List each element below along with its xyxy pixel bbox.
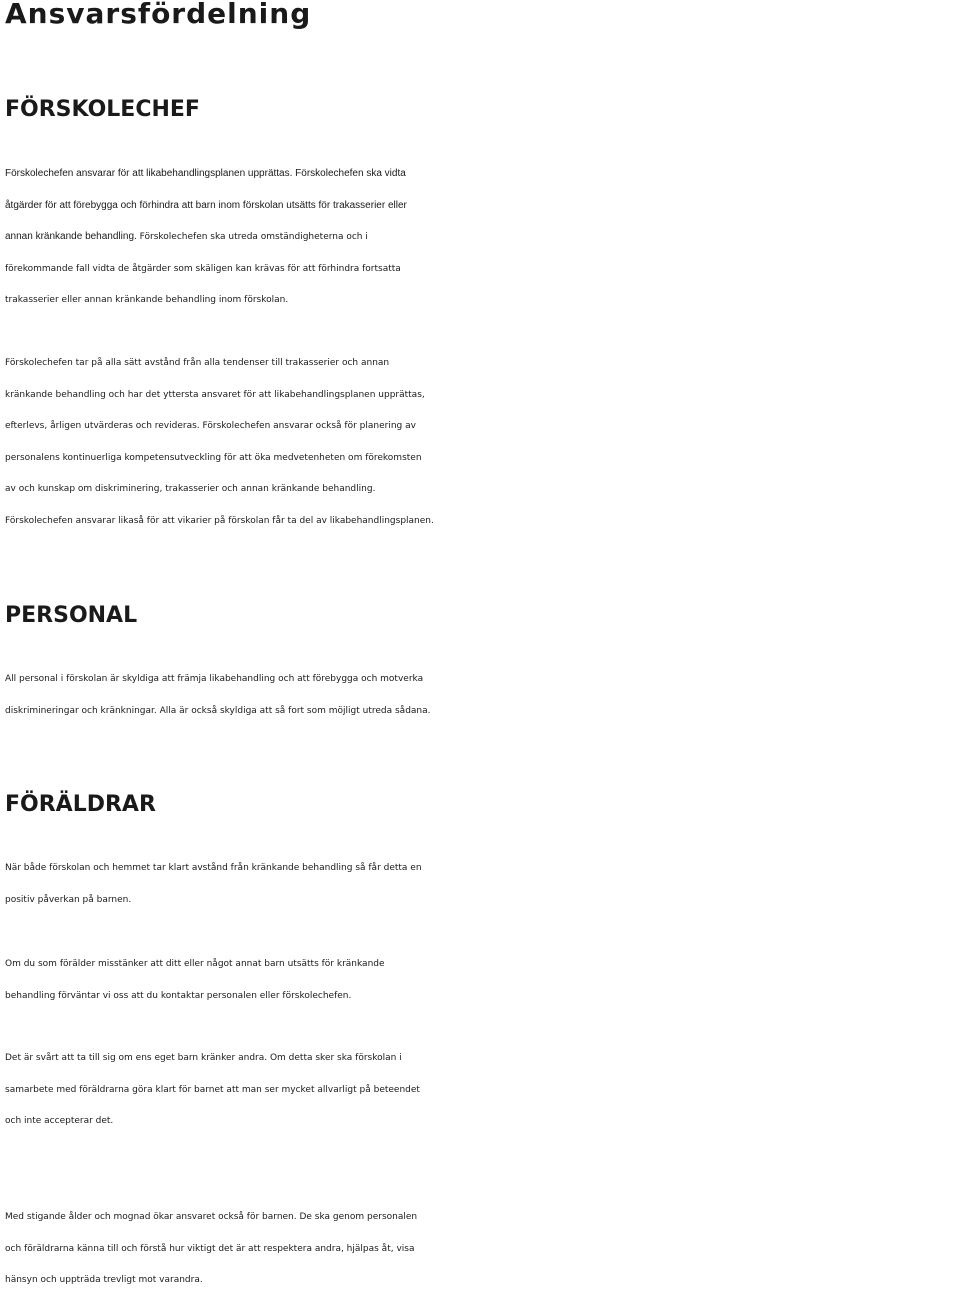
page-title: Ansvarsfördelning bbox=[5, 0, 312, 30]
paragraph-forskolechef-avstand bbox=[5, 348, 955, 537]
text-line: behandling förväntar vi oss att du kontaktar personalen eller förskolechefen. bbox=[5, 990, 352, 1001]
section-heading-personal: PERSONAL bbox=[5, 603, 138, 628]
text-line: och inte accepterar det. bbox=[5, 1116, 114, 1126]
text-line: Om du som förälder misstänker att ditt eller något annat barn utsätts för kränkande bbox=[5, 959, 385, 969]
text-line: När både förskolan och hemmet tar klart avstånd från kränkande behandling så får detta en bbox=[5, 863, 422, 873]
paragraph-personal bbox=[5, 664, 955, 727]
paragraph-forskolechef-ansvar bbox=[5, 158, 955, 317]
text-line: Förskolechefen ansvarar likaså för att vikarier på förskolan får ta del av likabehandlingsplanen. bbox=[5, 515, 434, 526]
paragraph-foraldrar-misstanke bbox=[5, 949, 955, 1012]
text-fragment: Förskolechefen ska utreda omständigheterna och i bbox=[139, 232, 368, 242]
text-line: Det är svårt att ta till sig om ens eget barn kränker andra. Om detta sker ska förskolan i bbox=[5, 1053, 402, 1063]
text-line: efterlevs, årligen utvärderas och revideras. Förskolechefen ansvarar också för planering av bbox=[5, 421, 416, 431]
text-fragment: annan kränkande behandling. bbox=[5, 231, 137, 242]
text-line: positiv påverkan på barnen. bbox=[5, 894, 132, 905]
text-line: Med stigande ålder och mognad ökar ansvaret också för barnen. De ska genom personalen bbox=[5, 1212, 418, 1222]
text-line: av och kunskap om diskriminering, trakasserier och annan kränkande behandling. bbox=[5, 484, 376, 494]
text-line: och föräldrarna känna till och förstå hur viktigt det är att respektera andra, hjälpas åt, visa bbox=[5, 1243, 415, 1254]
text-line: Förskolechefen ansvarar för att likabehandlingsplanen upprättas. Förskolechefen ska vidta bbox=[5, 168, 406, 179]
text-line: trakasserier eller annan kränkande behandling inom förskolan. bbox=[5, 295, 289, 305]
text-line: förekommande fall vidta de åtgärder som skäligen kan krävas för att förhindra fortsatta bbox=[5, 263, 401, 274]
text-line: kränkande behandling och har det yttersta ansvaret för att likabehandlingsplanen upprättas, bbox=[5, 389, 425, 400]
text-line: åtgärder för att förebygga och förhindra att barn inom förskolan utsätts för trakasserier eller bbox=[5, 199, 407, 211]
text-line: diskrimineringar och kränkningar. Alla är också skyldiga att så fort som möjligt utreda sådana. bbox=[5, 705, 431, 716]
paragraph-foraldrar-eget-barn bbox=[5, 1043, 955, 1138]
text-line: hänsyn och uppträda trevligt mot varandra. bbox=[5, 1275, 203, 1285]
text-line bbox=[5, 221, 955, 254]
section-heading-foraldrar: FÖRÄLDRAR bbox=[5, 792, 156, 817]
text-line: Förskolechefen tar på alla sätt avstånd från alla tendenser till trakasserier och annan bbox=[5, 358, 390, 368]
text-line: samarbete med föräldrarna göra klart för barnet att man ser mycket allvarligt på beteendet bbox=[5, 1084, 420, 1095]
text-line: personalens kontinuerliga kompetensutveckling för att öka medvetenheten om förekomsten bbox=[5, 452, 422, 463]
paragraph-foraldrar-ansvar-barn bbox=[5, 1202, 955, 1297]
text-line: All personal i förskolan är skyldiga att främja likabehandling och att förebygga och motverka bbox=[5, 674, 424, 684]
paragraph-foraldrar-avstand bbox=[5, 853, 955, 916]
section-heading-forskolechef: FÖRSKOLECHEF bbox=[5, 97, 200, 122]
